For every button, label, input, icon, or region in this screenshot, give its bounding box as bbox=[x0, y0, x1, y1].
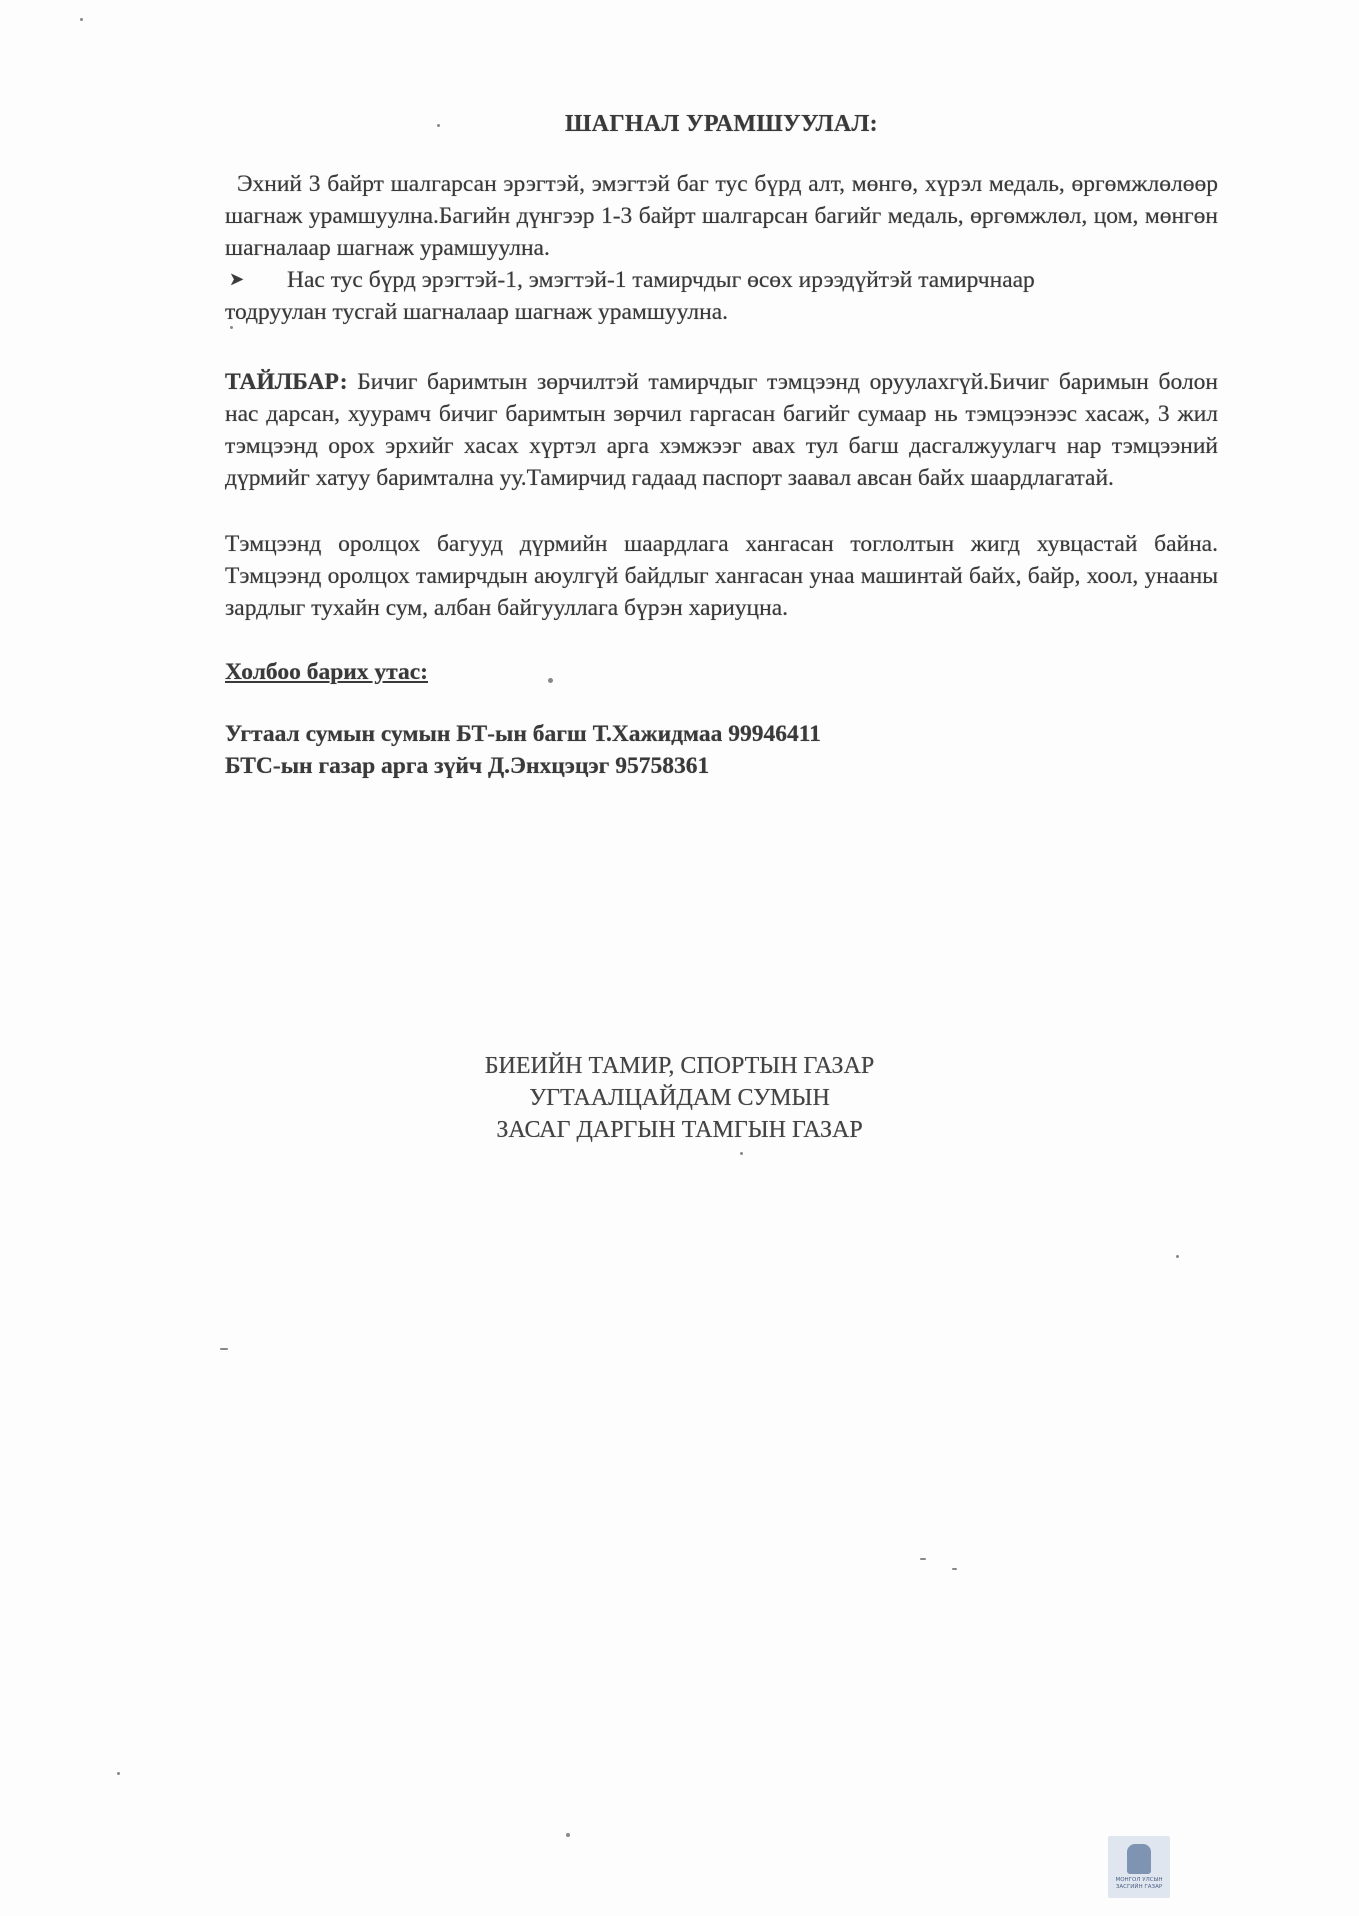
teams-paragraph: Тэмцээнд оролцох багууд дүрмийн шаардлага хангасан тоглолтын жигд хувцастай байна. Тэмцээнд оролцох тамирчдын аюулгүй байдлыг хангасан унаа машинтай байх, байр, хоол, унааны зардлыг тухайн сум, албан байгууллага бүрэн хариуцна. bbox=[225, 531, 1218, 621]
soyombo-emblem-icon bbox=[1127, 1844, 1151, 1874]
note-text: Бичиг баримтын зөрчилтэй тамирчдыг тэмцээнд оруулахгүй.Бичиг баримын болон нас дарсан, хуурамч бичиг баримтын зөрчил гаргасан багийг сумаар нь тэмцээнээс хасаж, 3 жил тэмцээнд орох эрхийг хасах хүртэл арга хэмжээг авах тул багш дасгалжуулагч нар тэмцээний дүрмийг хатуу баримтална уу.Тамирчид гадаад паспорт заавал авсан байх шаардлагатай. bbox=[225, 369, 1218, 491]
scan-speck bbox=[566, 1833, 570, 1837]
scan-speck bbox=[548, 678, 553, 683]
bullet-item bbox=[229, 264, 1218, 296]
bullet-text: Нас тус бүрд эрэгтэй-1, эмэгтэй-1 тамирчдыг өсөх ирээдүйтэй тамирчнаар bbox=[287, 267, 1035, 293]
note-paragraph bbox=[225, 366, 1218, 494]
note-label: ТАЙЛБАР: bbox=[225, 369, 348, 395]
contact-heading: Холбоо барих утас: bbox=[225, 659, 429, 685]
logo-text-line-1: МОНГОЛ УЛСЫН bbox=[1115, 1877, 1163, 1883]
logo-text-line-2: ЗАСГИЙН ГАЗАР bbox=[1115, 1884, 1163, 1890]
signature-block bbox=[0, 1050, 1359, 1146]
awards-paragraph bbox=[225, 168, 1218, 264]
document-body bbox=[225, 108, 1218, 782]
scan-speck bbox=[230, 326, 233, 329]
signature-line-2: УГТААЛЦАЙДАМ СУМЫН bbox=[529, 1085, 830, 1111]
scan-speck bbox=[1176, 1255, 1179, 1258]
contact-line-2: БТС-ын газар арга зүйч Д.Энхцэцэг 95758361 bbox=[225, 753, 710, 779]
bullet-continuation: тодруулан тусгай шагналаар шагнаж урамшуулна. bbox=[225, 299, 729, 325]
arrow-bullet-icon: ➤ bbox=[229, 269, 245, 290]
scan-speck bbox=[437, 124, 440, 127]
scan-speck bbox=[740, 1152, 743, 1155]
signature-line-3: ЗАСАГ ДАРГЫН ТАМГЫН ГАЗАР bbox=[496, 1117, 863, 1143]
section-title: ШАГНАЛ УРАМШУУЛАЛ: bbox=[565, 111, 878, 137]
signature-line-1: БИЕИЙН ТАМИР, СПОРТЫН ГАЗАР bbox=[484, 1053, 875, 1079]
scan-speck bbox=[952, 1568, 957, 1570]
scan-speck bbox=[80, 18, 83, 21]
contact-line-1: Угтаал сумын сумын БТ-ын багш Т.Хажидмаа 99946411 bbox=[225, 721, 821, 747]
awards-text: Эхний 3 байрт шалгарсан эрэгтэй, эмэгтэй баг тус бүрд алт, мөнгө, хүрэл медаль, өргөмжлөлөөр шагнаж урамшуулна.Багийн дүнгээр 1-3 байрт шалгарсан багийг медаль, өргөмжлөл, цом, мөнгөн шагналаар шагнаж урамшуулна. bbox=[225, 171, 1218, 261]
scan-speck bbox=[920, 1558, 926, 1560]
government-logo bbox=[1108, 1836, 1170, 1898]
scan-speck bbox=[220, 1348, 228, 1350]
scan-speck bbox=[117, 1772, 120, 1775]
